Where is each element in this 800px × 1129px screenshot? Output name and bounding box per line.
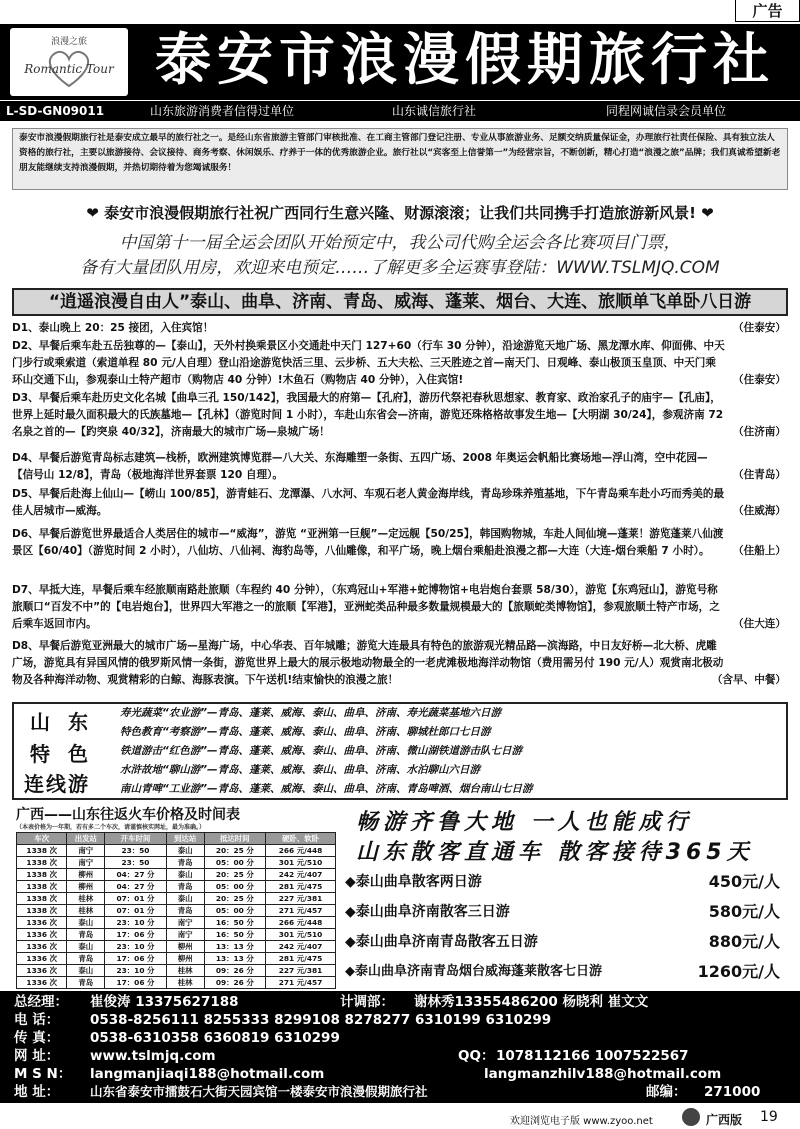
table-cell: 桂林 <box>67 905 105 917</box>
tagline-2: 山东散客直通车 散客接待365天 <box>356 840 754 865</box>
table-cell: 泰山 <box>166 869 204 881</box>
table-cell: 青岛 <box>67 977 105 989</box>
msn-value-2[interactable]: langmanzhilv188@hotmail.com <box>484 1066 722 1082</box>
page-number: 19 <box>760 1109 778 1125</box>
table-cell: 23：50 <box>105 845 167 857</box>
logo-text-en: Romantic Tour <box>24 62 114 76</box>
special-line: 水浒故地“聊山游”—青岛、蓬莱、威海、泰山、曲阜、济南、水泊聊山六日游 <box>120 764 481 776</box>
table-cell: 05：00 分 <box>204 905 266 917</box>
table-cell: 17：06 分 <box>105 977 167 989</box>
table-cell: 1336 次 <box>17 941 67 953</box>
table-cell: 17：06 分 <box>105 953 167 965</box>
logo-text-cn: 浪漫之旅 <box>50 37 87 47</box>
table-cell: 泰山 <box>67 941 105 953</box>
table-header: 出发站 <box>67 833 105 845</box>
table-cell: 1338 次 <box>17 905 67 917</box>
manager-value: 崔俊涛 13375627188 <box>90 994 239 1010</box>
fax-value: 0538-6310358 6360819 6310299 <box>90 1030 340 1046</box>
table-header: 开车时间 <box>105 833 167 845</box>
table-cell: 13：13 分 <box>204 953 266 965</box>
table-cell: 桂林 <box>166 977 204 989</box>
table-row <box>17 905 336 917</box>
contact-block <box>0 991 800 1103</box>
table-cell: 09：26 分 <box>204 965 266 977</box>
train-table <box>16 832 336 989</box>
product-name: ◆泰山曲阜散客两日游 <box>345 874 482 890</box>
table-cell: 05：00 分 <box>204 857 266 869</box>
table-row <box>17 857 336 869</box>
product-item <box>345 900 790 924</box>
day-stay: （住大连） <box>733 618 786 630</box>
announcement-line-1: 中国第十一届全运会团队开始预定中，我公司代购全运会各比赛项目门票， <box>119 233 681 253</box>
itinerary-day <box>12 486 788 520</box>
address-value: 山东省泰安市擂鼓石大街天园宾馆一楼泰安市浪漫假期旅行社 <box>90 1084 428 1099</box>
table-row <box>17 965 336 977</box>
day-text: D3、早餐后乘车赴历史文化名城【曲阜三孔 150/142】，我国最大的府第—【孔府】，游历代祭祀春秋思想家、教育家、政治家孔子的庙宇—【孔庙】，世界上延时最久面积最大的氏族墓地—【孔林】（游览时间 1 小时），车赴山东省会—济南，游览还珠格格故事发生地—【大明湖 30/24】，参观济南 72 名泉之首的—【趵突泉 40/32】，济南最大的城市广场—泉城广场！ <box>12 392 724 438</box>
msn-value-1[interactable]: langmanjiaqi188@hotmail.com <box>90 1066 325 1082</box>
table-cell: 271 元/457 <box>266 905 336 917</box>
day-stay: （住威海） <box>733 505 786 517</box>
circle-icon <box>682 1108 700 1126</box>
table-cell: 242 元/407 <box>266 941 336 953</box>
announcement-line-2: 备有大量团队用房，欢迎来电预定……了解更多全运赛事登陆：WWW.TSLMJQ.COM <box>80 258 720 278</box>
slogan-text: 泰安市浪漫假期旅行社祝广西同行生意兴隆、财源滚滚；让我们共同携手打造旅游新风景! <box>104 204 696 222</box>
table-cell: 1338 次 <box>17 869 67 881</box>
table-cell: 1336 次 <box>17 917 67 929</box>
table-cell: 柳州 <box>67 869 105 881</box>
fax-label: 传 真： <box>14 1030 60 1046</box>
day-stay: （住济南） <box>733 426 786 438</box>
table-cell: 04：27 分 <box>105 869 167 881</box>
table-row <box>17 929 336 941</box>
table-cell: 301 元/510 <box>266 929 336 941</box>
table-header: 车次 <box>17 833 67 845</box>
table-cell: 1338 次 <box>17 845 67 857</box>
table-cell: 16：50 分 <box>204 929 266 941</box>
special-line: 南山青啤“工业游”—青岛、蓬莱、威海、泰山、曲阜、济南、青岛啤酒、烟台南山七日游 <box>120 783 533 795</box>
table-cell: 301 元/510 <box>266 857 336 869</box>
table-cell: 柳州 <box>166 953 204 965</box>
table-cell: 1338 次 <box>17 881 67 893</box>
table-cell: 1336 次 <box>17 929 67 941</box>
table-row <box>17 881 336 893</box>
web-link[interactable]: www.tslmjq.com <box>90 1048 216 1064</box>
product-item <box>345 930 790 954</box>
table-cell: 09：26 分 <box>204 977 266 989</box>
table-row <box>17 953 336 965</box>
itinerary-day <box>12 638 788 689</box>
itinerary-day <box>12 526 788 560</box>
table-cell: 柳州 <box>67 881 105 893</box>
day-text: D2、早餐后乘车赴五岳独尊的—【泰山】，天外村换乘景区小交通赴中天门 127+60（行车 30 分钟），沿途游览天地广场、黑龙潭水库、仰面佛、中天门步行或乘索道（索道单程 80 元/人自理）登山沿途游览快活三里、云步桥、五大夫松、三天胜迹之首—南天门、日观峰、泰山极顶玉皇顶、中天门乘环山交通下山，参观泰山土特产超市（购物店 40 分钟）!木鱼石（购物店 40 分钟），入住宾馆! <box>12 340 725 386</box>
product-price: 580元/人 <box>708 902 780 921</box>
dispatch-label: 计调部： <box>340 994 394 1010</box>
table-cell: 泰山 <box>67 917 105 929</box>
table-cell: 266 元/448 <box>266 917 336 929</box>
table-header: 硬卧、软卧 <box>266 833 336 845</box>
dispatch-value: 谢林秀13355486200 杨晓利 崔文文 <box>414 994 649 1010</box>
table-header: 抵达时间 <box>204 833 266 845</box>
table-cell: 泰山 <box>166 845 204 857</box>
company-name: 泰安市浪漫假期旅行社 <box>155 28 775 93</box>
page-footer <box>0 1105 800 1129</box>
ad-tag: 广告 <box>735 0 800 22</box>
day-text: D1、泰山晚上 20：25 接团，入住宾馆！ <box>12 322 214 334</box>
table-cell: 青岛 <box>166 881 204 893</box>
itinerary-day <box>12 450 788 484</box>
product-name: ◆泰山曲阜济南青岛烟台威海蓬莱散客七日游 <box>345 964 602 979</box>
table-cell: 13：13 分 <box>204 941 266 953</box>
product-name: ◆泰山曲阜济南散客三日游 <box>345 904 510 920</box>
special-line: 铁道游击“红色游”—青岛、蓬莱、威海、泰山、曲阜、济南、微山湖铁道游击队七日游 <box>120 745 523 757</box>
product-name: ◆泰山曲阜济南青岛散客五日游 <box>345 934 538 950</box>
msn-label: M S N： <box>14 1066 72 1082</box>
itinerary-day <box>12 338 788 389</box>
table-cell: 20：25 分 <box>204 893 266 905</box>
heart-icon: ❤ <box>701 204 714 222</box>
table-cell: 桂林 <box>166 965 204 977</box>
table-cell: 17：06 分 <box>105 929 167 941</box>
day-text: D7、早抵大连，早餐后乘车经旅顺南路赴旅顺（车程约 40 分钟），（东鸡冠山+军港+蛇博物馆+电岩炮台套票 58/30），游览【东鸡冠山】，游览号称旅顺口“百发不中”的【电岩炮台】，世界四大军港之一的旅顺【军港】，亚洲蛇类品种最多数量规模最大的【旅顺蛇类博物馆】，参观旅顺土特产市场，之后乘车返回市内。 <box>12 584 720 630</box>
day-text: D8、早餐后游览亚洲最大的城市广场—星海广场，中心华表、百年城雕；游览大连最具有特色的旅游观光精品路—滨海路，中日友好桥—北大桥、虎雕广场，游览具有异国风情的俄罗斯风情一条街，游览世界上最大的展示极地动物最全的一老虎滩极地海洋动物馆（费用需另付 190 元/人）观赏南北极动物及各种海洋动物、观赏精彩的白鲸、海豚表演。下午送机!结束愉快的浪漫之旅！ <box>12 640 724 686</box>
table-cell: 242 元/407 <box>266 869 336 881</box>
day-stay: （含早、中餐） <box>711 674 786 686</box>
table-cell: 23：10 分 <box>105 917 167 929</box>
table-cell: 1336 次 <box>17 953 67 965</box>
table-cell: 05：00 分 <box>204 881 266 893</box>
table-cell: 1338 次 <box>17 893 67 905</box>
special-line: 寿光蔬菜“农业游”—青岛、蓬莱、威海、泰山、曲阜、济南、寿光蔬菜基地六日游 <box>120 707 502 719</box>
credential-2: 山东诚信旅行社 <box>392 104 477 118</box>
itinerary-day <box>12 320 788 337</box>
address-label: 地 址： <box>14 1084 60 1100</box>
tour-banner: “逍遥浪漫自由人”泰山、曲阜、济南、青岛、威海、蓬莱、烟台、大连、旅顺单飞单卧八日游 <box>12 288 788 316</box>
footer-text[interactable]: 欢迎浏览电子版 www.zyoo.net <box>510 1116 653 1127</box>
table-cell: 柳州 <box>166 941 204 953</box>
credential-3: 同程网诚信录会员单位 <box>606 104 727 118</box>
day-stay: （住青岛） <box>733 469 786 481</box>
day-text: D4、早餐后游览青岛标志建筑—栈桥，欧洲建筑博览群—八大关、东海雕塑一条街、五四广场、2008 年奥运会帆船比赛场地—浮山湾，空中花园—【信号山 12/8】，青岛（极地海洋世界套票 120 自理）。 <box>12 452 708 481</box>
table-cell: 16：50 分 <box>204 917 266 929</box>
table-cell: 23：10 分 <box>105 941 167 953</box>
qq-value: 1078112166 1007522567 <box>496 1048 689 1064</box>
special-line: 特色教育“考察游”—青岛、蓬莱、威海、泰山、曲阜、济南、聊城杜郎口七日游 <box>120 726 491 738</box>
table-cell: 青岛 <box>166 905 204 917</box>
product-price: 880元/人 <box>708 932 780 951</box>
product-price: 450元/人 <box>708 872 780 891</box>
table-cell: 1336 次 <box>17 977 67 989</box>
table-cell: 青岛 <box>67 953 105 965</box>
table-row <box>17 917 336 929</box>
table-cell: 04：27 分 <box>105 881 167 893</box>
table-cell: 南宁 <box>67 857 105 869</box>
special-label-bot: 连线游 <box>24 772 90 796</box>
table-cell: 青岛 <box>67 929 105 941</box>
day-stay: （住泰安） <box>733 374 786 386</box>
table-cell: 266 元/448 <box>266 845 336 857</box>
product-item <box>345 960 790 984</box>
table-cell: 07：01 分 <box>105 905 167 917</box>
table-cell: 泰山 <box>67 965 105 977</box>
table-row <box>17 941 336 953</box>
train-title: 广西——山东往返火车价格及时间表 <box>16 807 240 823</box>
table-cell: 20：25 分 <box>204 869 266 881</box>
company-intro: 泰安市浪漫假期旅行社是泰安成立最早的旅行社之一。是经山东省旅游主管部门审核批准、在工商主管部门登记注册、专业从事旅游业务、足额交纳质量保证金，办理旅行社责任保险、具有独立法人资格的旅行社，主要以旅游接待、会议接待、商务考察、休闲娱乐、疗养于一体的优秀旅游企业。旅行社以“宾客至上信誉第一”为经营宗旨，不断创新，精心打造“浪漫之旅”品牌；我们真诚希望新老朋友能继续支持浪漫假期，并热切期待着为您竭诚服务！ <box>12 128 788 190</box>
table-cell: 20：25 分 <box>204 845 266 857</box>
special-label-top: 山东 <box>30 710 106 734</box>
zip-label: 邮编： <box>646 1084 687 1100</box>
zip-value: 271000 <box>704 1084 761 1100</box>
table-cell: 1336 次 <box>17 965 67 977</box>
product-price: 1260元/人 <box>697 962 780 981</box>
table-cell: 227 元/381 <box>266 965 336 977</box>
table-row <box>17 893 336 905</box>
train-note: （本表价格为一年期，若有多二个车次，请谨慎核实网址，最为准确。） <box>16 824 206 831</box>
credential-bar <box>0 101 800 121</box>
table-cell: 23：50 <box>105 857 167 869</box>
web-label: 网 址： <box>14 1048 60 1064</box>
table-cell: 南宁 <box>67 845 105 857</box>
table-cell: 23：10 分 <box>105 965 167 977</box>
table-row <box>17 845 336 857</box>
credential-1: 山东旅游消费者信得过单位 <box>150 104 295 118</box>
table-cell: 07：01 分 <box>105 893 167 905</box>
table-cell: 271 元/457 <box>266 977 336 989</box>
table-cell: 泰山 <box>166 893 204 905</box>
phone-value[interactable]: 0538-8256111 8255333 8299108 8278277 6310199 6310299 <box>90 1012 552 1028</box>
table-cell: 桂林 <box>67 893 105 905</box>
day-text: D5、早餐后赴海上仙山—【崂山 100/85】，游青蛙石、龙潭瀑、八水河、车观石老人黄金海岸线，青岛珍珠养殖基地，下午青岛乘车赴小巧而秀美的最佳人居城市—威海。 <box>12 488 725 517</box>
table-cell: 281 元/475 <box>266 881 336 893</box>
license-number: L-SD-GN09011 <box>6 104 105 118</box>
itinerary-day <box>12 390 788 441</box>
table-cell: 南宁 <box>166 917 204 929</box>
table-cell: 1338 次 <box>17 857 67 869</box>
table-header: 到达站 <box>166 833 204 845</box>
manager-label: 总经理： <box>14 994 68 1010</box>
special-label-mid: 特色 <box>30 742 106 766</box>
table-row <box>17 869 336 881</box>
day-stay: （住船上） <box>733 545 786 557</box>
phone-label: 电 话： <box>14 1012 60 1028</box>
day-text: D6、早餐后游览世界最适合人类居住的城市—“威海”，游览 “亚洲第一巨舰”—定远舰【50/25】，韩国购物城，车赴人间仙境—蓬莱！游览蓬莱八仙渡景区【60/40】（游览时间 2 小时），八仙坊、八仙祠、海豹岛等，八仙雕像，和平广场，晚上烟台乘船赴浪漫之都—大连（大连-烟台乘船 7 小时）。 <box>12 528 724 557</box>
itinerary-day <box>12 582 788 633</box>
product-item <box>345 870 790 894</box>
table-cell: 南宁 <box>166 929 204 941</box>
heart-icon: ❤ <box>86 204 99 222</box>
table-cell: 227 元/381 <box>266 893 336 905</box>
table-row <box>17 977 336 989</box>
tagline-1: 畅游齐鲁大地 一人也能成行 <box>356 810 693 835</box>
edition-label: 广西版 <box>706 1113 743 1127</box>
qq-label: QQ： <box>458 1048 495 1064</box>
table-cell: 青岛 <box>166 857 204 869</box>
day-stay: （住泰安） <box>733 322 786 334</box>
table-cell: 281 元/475 <box>266 953 336 965</box>
slogan <box>12 202 788 223</box>
